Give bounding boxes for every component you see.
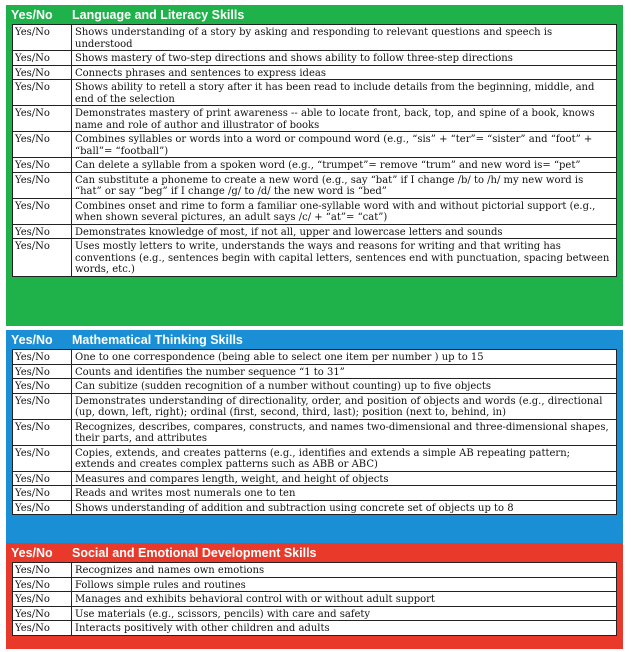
- skill-description: Demonstrates knowledge of most, if not all, upper and lowercase letters and sounds: [72, 224, 617, 239]
- skill-description: Shows understanding of a story by asking and responding to relevant questions and speech is understood: [72, 25, 617, 51]
- skill-description: Measures and compares length, weight, and height of objects: [72, 471, 617, 486]
- skill-description: One to one correspondence (being able to select one item per number ) up to 15: [72, 350, 617, 365]
- skill-row: [13, 51, 617, 66]
- yes-no-cell[interactable]: Yes/No: [13, 606, 72, 621]
- yes-no-header: Yes/No: [11, 546, 53, 560]
- section-header: [6, 5, 623, 25]
- skill-row: [13, 592, 617, 607]
- skill-row: [13, 106, 617, 132]
- skill-row: [13, 364, 617, 379]
- yes-no-cell[interactable]: Yes/No: [13, 621, 72, 636]
- skill-description: Can subitize (sudden recognition of a number without counting) up to five objects: [72, 379, 617, 394]
- yes-no-cell[interactable]: Yes/No: [13, 198, 72, 224]
- skill-row: [13, 80, 617, 106]
- section-social-emotional: [6, 543, 623, 649]
- skill-description: Combines syllables or words into a word or compound word (e.g., “sis” + “ter”= “sister” and “foot” + “ball”= “football”): [72, 132, 617, 158]
- yes-no-cell[interactable]: Yes/No: [13, 393, 72, 419]
- yes-no-cell[interactable]: Yes/No: [13, 419, 72, 445]
- yes-no-cell[interactable]: Yes/No: [13, 80, 72, 106]
- skill-description: Demonstrates understanding of directionality, order, and position of objects and words (e.g., directional (up, down, left, right); ordinal (first, second, third, last); position (next to, behind, in): [72, 393, 617, 419]
- skill-description: Shows mastery of two-step directions and shows ability to follow three-step directions: [72, 51, 617, 66]
- yes-no-cell[interactable]: Yes/No: [13, 577, 72, 592]
- skill-row: [13, 65, 617, 80]
- skills-table: [12, 349, 617, 515]
- skill-row: [13, 350, 617, 365]
- yes-no-cell[interactable]: Yes/No: [13, 172, 72, 198]
- section-title: Social and Emotional Development Skills: [72, 546, 317, 560]
- yes-no-cell[interactable]: Yes/No: [13, 486, 72, 501]
- skill-description: Use materials (e.g., scissors, pencils) with care and safety: [72, 606, 617, 621]
- yes-no-cell[interactable]: Yes/No: [13, 379, 72, 394]
- skill-row: [13, 132, 617, 158]
- yes-no-cell[interactable]: Yes/No: [13, 65, 72, 80]
- skill-row: [13, 500, 617, 515]
- section-title: Language and Literacy Skills: [72, 8, 245, 22]
- skill-description: Connects phrases and sentences to express ideas: [72, 65, 617, 80]
- yes-no-cell[interactable]: Yes/No: [13, 445, 72, 471]
- yes-no-cell[interactable]: Yes/No: [13, 224, 72, 239]
- skill-row: [13, 577, 617, 592]
- skill-row: [13, 563, 617, 578]
- skill-row: [13, 224, 617, 239]
- yes-no-cell[interactable]: Yes/No: [13, 471, 72, 486]
- skills-table: [12, 562, 617, 636]
- skills-table: [12, 24, 617, 277]
- skill-description: Copies, extends, and creates patterns (e.g., identifies and extends a simple AB repeating pattern; extends and creates complex patterns such as ABB or ABC): [72, 445, 617, 471]
- skill-row: [13, 419, 617, 445]
- section-title: Mathematical Thinking Skills: [72, 333, 243, 347]
- yes-no-cell[interactable]: Yes/No: [13, 563, 72, 578]
- skill-row: [13, 172, 617, 198]
- skill-description: Counts and identifies the number sequence “1 to 31”: [72, 364, 617, 379]
- skill-description: Recognizes, describes, compares, constructs, and names two-dimensional and three-dimensional shapes, their parts, and attributes: [72, 419, 617, 445]
- skill-description: Can substitute a phoneme to create a new word (e.g., say “bat” if I change /b/ to /h/ my new word is “hat” or say “beg” if I change /g/ to /d/ the new word is “bed”: [72, 172, 617, 198]
- yes-no-cell[interactable]: Yes/No: [13, 51, 72, 66]
- yes-no-cell[interactable]: Yes/No: [13, 239, 72, 277]
- yes-no-cell[interactable]: Yes/No: [13, 350, 72, 365]
- skill-description: Shows understanding of addition and subtraction using concrete set of objects up to 8: [72, 500, 617, 515]
- skill-row: [13, 379, 617, 394]
- yes-no-cell[interactable]: Yes/No: [13, 132, 72, 158]
- skill-row: [13, 198, 617, 224]
- yes-no-cell[interactable]: Yes/No: [13, 106, 72, 132]
- skill-description: Interacts positively with other children and adults: [72, 621, 617, 636]
- section-language-literacy: [6, 5, 623, 326]
- skill-description: Uses mostly letters to write, understands the ways and reasons for writing and that writing has conventions (e.g., sentences begin with capital letters, sentences end with punctuation, spacing between words, etc.): [72, 239, 617, 277]
- section-mathematical-thinking: [6, 330, 623, 544]
- yes-no-header: Yes/No: [11, 333, 53, 347]
- skill-row: [13, 158, 617, 173]
- skill-row: [13, 239, 617, 277]
- skill-description: Can delete a syllable from a spoken word (e.g., “trumpet”= remove “trum” and new word is= “pet”: [72, 158, 617, 173]
- skill-row: [13, 486, 617, 501]
- yes-no-cell[interactable]: Yes/No: [13, 500, 72, 515]
- yes-no-cell[interactable]: Yes/No: [13, 364, 72, 379]
- yes-no-cell[interactable]: Yes/No: [13, 592, 72, 607]
- skill-row: [13, 606, 617, 621]
- skill-row: [13, 621, 617, 636]
- skill-row: [13, 445, 617, 471]
- skill-description: Recognizes and names own emotions: [72, 563, 617, 578]
- skill-description: Follows simple rules and routines: [72, 577, 617, 592]
- yes-no-cell[interactable]: Yes/No: [13, 25, 72, 51]
- yes-no-header: Yes/No: [11, 8, 53, 22]
- skill-row: [13, 25, 617, 51]
- skill-description: Shows ability to retell a story after it has been read to include details from the beginning, middle, and end of the selection: [72, 80, 617, 106]
- skill-row: [13, 393, 617, 419]
- yes-no-cell[interactable]: Yes/No: [13, 158, 72, 173]
- skill-row: [13, 471, 617, 486]
- skill-description: Manages and exhibits behavioral control with or without adult support: [72, 592, 617, 607]
- section-header: [6, 543, 623, 563]
- skill-description: Reads and writes most numerals one to ten: [72, 486, 617, 501]
- skill-description: Demonstrates mastery of print awareness -- able to locate front, back, top, and spine of a book, knows name and role of author and illustrator of books: [72, 106, 617, 132]
- skill-description: Combines onset and rime to form a familiar one-syllable word with and without pictorial support (e.g., when shown several pictures, an adult says /c/ + “at”= “cat”): [72, 198, 617, 224]
- section-header: [6, 330, 623, 350]
